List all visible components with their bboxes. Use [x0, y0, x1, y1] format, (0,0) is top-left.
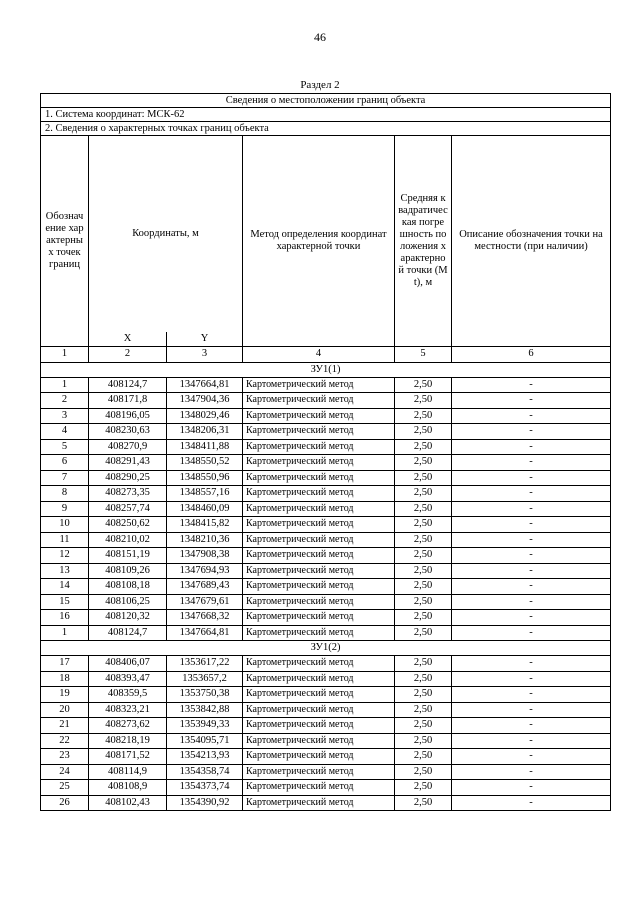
mean-error: 2,50 [395, 594, 452, 610]
description: - [452, 749, 611, 765]
point-number: 1 [41, 377, 89, 393]
mean-error: 2,50 [395, 424, 452, 440]
column-number: 6 [452, 347, 611, 363]
description: - [452, 671, 611, 687]
description: - [452, 702, 611, 718]
y-coordinate: 1347689,43 [167, 579, 243, 595]
y-coordinate: 1348557,16 [167, 486, 243, 502]
x-coordinate: 408273,35 [89, 486, 167, 502]
column-number: 4 [243, 347, 395, 363]
table-row [41, 625, 611, 641]
method: Картометрический метод [243, 594, 395, 610]
mean-error: 2,50 [395, 795, 452, 811]
method: Картометрический метод [243, 548, 395, 564]
description: - [452, 733, 611, 749]
point-number: 17 [41, 656, 89, 672]
point-number: 18 [41, 671, 89, 687]
y-coordinate: 1354213,93 [167, 749, 243, 765]
y-coordinate: 1347694,93 [167, 563, 243, 579]
method: Картометрический метод [243, 625, 395, 641]
mean-error: 2,50 [395, 687, 452, 703]
y-coordinate: 1353949,33 [167, 718, 243, 734]
table-row [41, 749, 611, 765]
mean-error: 2,50 [395, 780, 452, 796]
y-coordinate: 1348550,52 [167, 455, 243, 471]
column-number: 2 [89, 347, 167, 363]
x-coordinate: 408114,9 [89, 764, 167, 780]
mean-error: 2,50 [395, 377, 452, 393]
description: - [452, 517, 611, 533]
table-row [41, 594, 611, 610]
table-row [41, 455, 611, 471]
description: - [452, 579, 611, 595]
mean-error: 2,50 [395, 517, 452, 533]
description: - [452, 780, 611, 796]
y-coordinate: 1353617,22 [167, 656, 243, 672]
mean-error: 2,50 [395, 393, 452, 409]
point-number: 8 [41, 486, 89, 502]
method: Картометрический метод [243, 408, 395, 424]
x-coordinate: 408273,62 [89, 718, 167, 734]
x-coordinate: 408230,63 [89, 424, 167, 440]
method: Картометрический метод [243, 718, 395, 734]
y-coordinate: 1348550,96 [167, 470, 243, 486]
table-row [41, 377, 611, 393]
mean-error: 2,50 [395, 563, 452, 579]
description: - [452, 408, 611, 424]
method: Картометрический метод [243, 377, 395, 393]
description: - [452, 610, 611, 626]
header-coordinates: Координаты, м [89, 136, 243, 332]
table-row [41, 671, 611, 687]
description: - [452, 795, 611, 811]
y-coordinate: 1348411,88 [167, 439, 243, 455]
y-coordinate: 1348415,82 [167, 517, 243, 533]
x-coordinate: 408218,19 [89, 733, 167, 749]
mean-error: 2,50 [395, 532, 452, 548]
y-coordinate: 1354373,74 [167, 780, 243, 796]
point-number: 12 [41, 548, 89, 564]
point-number: 7 [41, 470, 89, 486]
y-coordinate: 1347908,38 [167, 548, 243, 564]
y-coordinate: 1348210,36 [167, 532, 243, 548]
x-coordinate: 408196,05 [89, 408, 167, 424]
method: Картометрический метод [243, 671, 395, 687]
point-number: 25 [41, 780, 89, 796]
description: - [452, 764, 611, 780]
point-number: 1 [41, 625, 89, 641]
table-row [41, 486, 611, 502]
point-number: 22 [41, 733, 89, 749]
y-coordinate: 1347668,32 [167, 610, 243, 626]
method: Картометрический метод [243, 563, 395, 579]
table-row [41, 439, 611, 455]
point-number: 26 [41, 795, 89, 811]
column-number: 1 [41, 347, 89, 363]
method: Картометрический метод [243, 733, 395, 749]
mean-error: 2,50 [395, 671, 452, 687]
method: Картометрический метод [243, 424, 395, 440]
boundary-points-table [40, 93, 611, 811]
method: Картометрический метод [243, 656, 395, 672]
description: - [452, 532, 611, 548]
mean-error: 2,50 [395, 501, 452, 517]
x-coordinate: 408250,62 [89, 517, 167, 533]
y-coordinate: 1347904,36 [167, 393, 243, 409]
column-number: 3 [167, 347, 243, 363]
header-method: Метод определения координат характерной точки [243, 136, 395, 347]
description: - [452, 424, 611, 440]
table-row [41, 733, 611, 749]
y-coordinate: 1354358,74 [167, 764, 243, 780]
mean-error: 2,50 [395, 718, 452, 734]
table-row [41, 408, 611, 424]
table-row [41, 501, 611, 517]
table-row [41, 656, 611, 672]
method: Картометрический метод [243, 795, 395, 811]
mean-error: 2,50 [395, 702, 452, 718]
table-row [41, 470, 611, 486]
table-row [41, 517, 611, 533]
x-coordinate: 408393,47 [89, 671, 167, 687]
method: Картометрический метод [243, 470, 395, 486]
method: Картометрический метод [243, 532, 395, 548]
x-coordinate: 408102,43 [89, 795, 167, 811]
table-row [41, 563, 611, 579]
method: Картометрический метод [243, 687, 395, 703]
method: Картометрический метод [243, 610, 395, 626]
mean-error: 2,50 [395, 455, 452, 471]
mean-error: 2,50 [395, 733, 452, 749]
point-number: 15 [41, 594, 89, 610]
y-coordinate: 1348206,31 [167, 424, 243, 440]
mean-error: 2,50 [395, 470, 452, 486]
y-coordinate: 1354390,92 [167, 795, 243, 811]
table-row [41, 532, 611, 548]
description: - [452, 548, 611, 564]
method: Картометрический метод [243, 486, 395, 502]
table-row [41, 702, 611, 718]
point-number: 19 [41, 687, 89, 703]
point-number: 11 [41, 532, 89, 548]
description: - [452, 393, 611, 409]
description: - [452, 377, 611, 393]
y-coordinate: 1353657,2 [167, 671, 243, 687]
table-row [41, 687, 611, 703]
method: Картометрический метод [243, 393, 395, 409]
description: - [452, 501, 611, 517]
mean-error: 2,50 [395, 625, 452, 641]
y-coordinate: 1347664,81 [167, 377, 243, 393]
table-row [41, 610, 611, 626]
x-coordinate: 408291,43 [89, 455, 167, 471]
method: Картометрический метод [243, 439, 395, 455]
description: - [452, 470, 611, 486]
mean-error: 2,50 [395, 764, 452, 780]
header-description: Описание обозначения точки на местности (при наличии) [452, 136, 611, 347]
header-x: X [89, 332, 167, 347]
group-heading: ЗУ1(2) [41, 641, 611, 656]
method: Картометрический метод [243, 501, 395, 517]
y-coordinate: 1353842,88 [167, 702, 243, 718]
method: Картометрический метод [243, 780, 395, 796]
method: Картометрический метод [243, 455, 395, 471]
x-coordinate: 408210,02 [89, 532, 167, 548]
method: Картометрический метод [243, 702, 395, 718]
x-coordinate: 408108,18 [89, 579, 167, 595]
point-number: 2 [41, 393, 89, 409]
method: Картометрический метод [243, 517, 395, 533]
mean-error: 2,50 [395, 548, 452, 564]
group-heading: ЗУ1(1) [41, 362, 611, 377]
y-coordinate: 1348460,09 [167, 501, 243, 517]
y-coordinate: 1354095,71 [167, 733, 243, 749]
y-coordinate: 1353750,38 [167, 687, 243, 703]
x-coordinate: 408171,8 [89, 393, 167, 409]
point-number: 9 [41, 501, 89, 517]
point-number: 20 [41, 702, 89, 718]
table-row [41, 764, 611, 780]
x-coordinate: 408151,19 [89, 548, 167, 564]
x-coordinate: 408359,5 [89, 687, 167, 703]
column-number: 5 [395, 347, 452, 363]
point-number: 4 [41, 424, 89, 440]
table-title: Сведения о местоположении границ объекта [41, 94, 611, 108]
mean-error: 2,50 [395, 610, 452, 626]
table-row [41, 780, 611, 796]
table-row [41, 718, 611, 734]
table-row [41, 393, 611, 409]
header-y: Y [167, 332, 243, 347]
mean-error: 2,50 [395, 749, 452, 765]
point-number: 14 [41, 579, 89, 595]
mean-error: 2,50 [395, 579, 452, 595]
header-error: Средняя квадратическая погрешность положения характерной точки (Mt), м [395, 136, 452, 347]
table-row [41, 548, 611, 564]
x-coordinate: 408270,9 [89, 439, 167, 455]
description: - [452, 625, 611, 641]
section-title: Раздел 2 [300, 79, 340, 91]
point-number: 6 [41, 455, 89, 471]
point-number: 23 [41, 749, 89, 765]
mean-error: 2,50 [395, 408, 452, 424]
x-coordinate: 408171,52 [89, 749, 167, 765]
x-coordinate: 408406,07 [89, 656, 167, 672]
description: - [452, 439, 611, 455]
description: - [452, 455, 611, 471]
y-coordinate: 1348029,46 [167, 408, 243, 424]
x-coordinate: 408106,25 [89, 594, 167, 610]
point-number: 24 [41, 764, 89, 780]
y-coordinate: 1347664,81 [167, 625, 243, 641]
description: - [452, 718, 611, 734]
x-coordinate: 408290,25 [89, 470, 167, 486]
points-info-line: 2. Сведения о характерных точках границ объекта [41, 122, 611, 136]
description: - [452, 594, 611, 610]
description: - [452, 656, 611, 672]
method: Картометрический метод [243, 764, 395, 780]
mean-error: 2,50 [395, 439, 452, 455]
header-point-designation: Обозначение характерных точек границ [41, 136, 89, 347]
mean-error: 2,50 [395, 656, 452, 672]
table-row [41, 795, 611, 811]
point-number: 16 [41, 610, 89, 626]
x-coordinate: 408323,21 [89, 702, 167, 718]
x-coordinate: 408124,7 [89, 377, 167, 393]
y-coordinate: 1347679,61 [167, 594, 243, 610]
table-row [41, 424, 611, 440]
table-row [41, 579, 611, 595]
coordinate-system-line: 1. Система координат: МСК-62 [41, 108, 611, 122]
x-coordinate: 408120,32 [89, 610, 167, 626]
x-coordinate: 408124,7 [89, 625, 167, 641]
point-number: 5 [41, 439, 89, 455]
page-number: 46 [314, 30, 326, 44]
description: - [452, 563, 611, 579]
x-coordinate: 408108,9 [89, 780, 167, 796]
x-coordinate: 408109,26 [89, 563, 167, 579]
point-number: 21 [41, 718, 89, 734]
mean-error: 2,50 [395, 486, 452, 502]
point-number: 10 [41, 517, 89, 533]
description: - [452, 687, 611, 703]
x-coordinate: 408257,74 [89, 501, 167, 517]
method: Картометрический метод [243, 579, 395, 595]
method: Картометрический метод [243, 749, 395, 765]
point-number: 3 [41, 408, 89, 424]
point-number: 13 [41, 563, 89, 579]
description: - [452, 486, 611, 502]
